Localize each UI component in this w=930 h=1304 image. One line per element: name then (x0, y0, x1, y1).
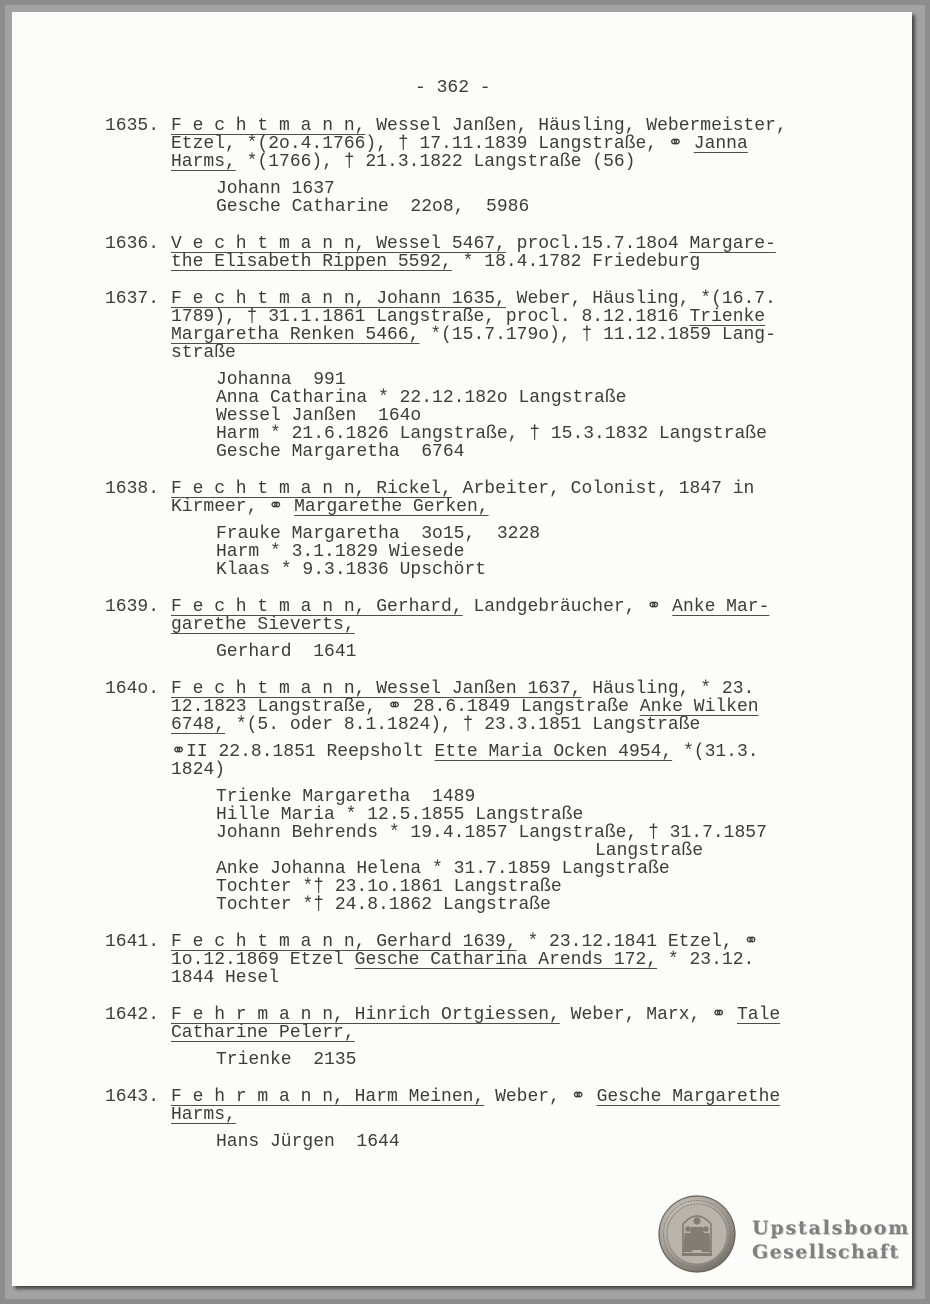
entry-paragraph (171, 680, 825, 734)
entry-body (171, 1006, 825, 1069)
entry-paragraph (171, 235, 825, 271)
text-segment: ⚭II 22.8.1851 Reepsholt (171, 742, 435, 762)
entry-number: 164o. (105, 679, 160, 699)
text-segment: 1824) (171, 760, 226, 780)
entry-paragraph (171, 117, 825, 171)
entry-line (171, 498, 825, 516)
entry-paragraph (171, 598, 825, 634)
genealogy-entry (105, 480, 825, 579)
entry-paragraph (171, 933, 825, 987)
text-segment: 1o.12.1869 Etzel (171, 950, 355, 970)
entry-line (171, 716, 825, 734)
underlined-name: Ette Maria Ocken 4954, (434, 742, 673, 762)
society-seal (657, 1194, 737, 1274)
text-segment: Etzel, *(2o.4.1766), † 17.11.1839 Langstraße, ⚭ (171, 134, 694, 154)
entry-line (171, 761, 825, 779)
child-line: Trienke Margaretha 1489 (216, 787, 476, 807)
entry-line (171, 969, 825, 987)
entry-body (171, 680, 825, 914)
genealogy-entries-list (105, 117, 825, 1170)
child-line: Harm * 21.6.1826 Langstraße, † 15.3.1832 Langstraße (216, 424, 767, 444)
underlined-name: F e c h t m a n n, Johann 1635, (171, 289, 506, 309)
entry-line (171, 698, 825, 716)
underlined-name: Anke Mar- (672, 597, 770, 617)
children-list (216, 525, 825, 579)
text-segment: Wessel Janßen, Häusling, Webermeister, (365, 116, 787, 136)
child-line: Hans Jürgen 1644 (216, 1132, 400, 1152)
child-line: Klaas * 9.3.1836 Upschört (216, 560, 487, 580)
genealogy-entry (105, 117, 825, 216)
logo-line-gesellschaft: Gesellschaft (752, 1241, 900, 1263)
underlined-name: garethe Sieverts, (171, 615, 355, 635)
text-segment: Arbeiter, Colonist, 1847 in (451, 479, 755, 499)
child-line: Anna Catharina * 22.12.182o Langstraße (216, 388, 627, 408)
underlined-name: F e c h t m a n n, Wessel Janßen 1637, (171, 679, 582, 699)
entry-line (171, 290, 825, 308)
text-segment: *(15.7.179o), † 11.12.1859 Lang- (419, 325, 776, 345)
genealogy-entry (105, 290, 825, 461)
text-segment: Weber, ⚭ (484, 1087, 597, 1107)
child-line: Johanna 991 (216, 370, 346, 390)
text-segment: *(1766), † 21.3.1822 Langstraße (56) (235, 152, 636, 172)
genealogy-entry (105, 235, 825, 271)
child-line: Harm * 3.1.1829 Wiesede (216, 542, 465, 562)
underlined-name: Trienke (689, 307, 766, 327)
entry-body (171, 235, 825, 271)
underlined-name: Margare- (689, 234, 776, 254)
entry-line (171, 933, 825, 951)
entry-number: 1638. (105, 479, 160, 499)
child-line: Gesche Margaretha 6764 (216, 442, 465, 462)
entry-paragraph (171, 290, 825, 362)
underlined-name: Catharine Pelerr, (171, 1023, 355, 1043)
entry-number: 1636. (105, 234, 160, 254)
genealogy-entry (105, 933, 825, 987)
child-line: Hille Maria * 12.5.1855 Langstraße (216, 805, 584, 825)
entry-line (171, 951, 825, 969)
entry-paragraph (171, 1006, 825, 1042)
child-line: Gesche Catharine 22o8, 5986 (216, 197, 530, 217)
entry-line (171, 235, 825, 253)
text-segment: procl.15.7.18o4 (505, 234, 690, 254)
child-line: Gerhard 1641 (216, 642, 357, 662)
children-list (216, 643, 825, 661)
entry-body (171, 598, 825, 661)
genealogy-entry (105, 680, 825, 914)
entry-line (171, 1106, 825, 1124)
children-list (216, 1051, 825, 1069)
children-list (216, 180, 825, 216)
entry-line (171, 153, 825, 171)
entry-line (171, 308, 825, 326)
children-list (216, 788, 825, 914)
entry-line (171, 326, 825, 344)
text-segment: Kirmeer, ⚭ (171, 497, 295, 517)
entry-paragraph (171, 1088, 825, 1124)
entry-line (171, 117, 825, 135)
entry-body (171, 933, 825, 987)
entry-line (171, 480, 825, 498)
underlined-name: F e h r m a n n, Hinrich Ortgiessen, (171, 1005, 560, 1025)
text-segment: 12.1823 Langstraße, ⚭ 28.6.1849 Langstraße (171, 697, 640, 717)
child-line: Anke Johanna Helena * 31.7.1859 Langstraße (216, 859, 670, 879)
entry-number: 1635. (105, 116, 160, 136)
child-line: Tochter *† 24.8.1862 Langstraße (216, 895, 551, 915)
underlined-name: Margaretha Renken 5466, (171, 325, 420, 345)
entry-paragraph (171, 480, 825, 516)
text-segment: *(5. oder 8.1.1824), † 23.3.1851 Langstraße (225, 715, 701, 735)
children-list (216, 371, 825, 461)
text-segment: Landgebräucher, ⚭ (462, 597, 673, 617)
text-segment: * 18.4.1782 Friedeburg (451, 252, 701, 272)
child-line: Johann 1637 (216, 179, 335, 199)
text-segment: * 23.12. (657, 950, 755, 970)
entry-body (171, 1088, 825, 1151)
entry-line (171, 135, 825, 153)
child-line: Trienke 2135 (216, 1050, 357, 1070)
child-line: Frauke Margaretha 3o15, 3228 (216, 524, 541, 544)
entry-line (171, 1024, 825, 1042)
underlined-name: Anke Wilken (639, 697, 759, 717)
text-segment: Häusling, * 23. (581, 679, 755, 699)
entry-line (171, 1006, 825, 1024)
text-segment: 1844 Hesel (171, 968, 280, 988)
underlined-name: F e c h t m a n n, Rickel, (171, 479, 452, 499)
text-segment: 1789), † 31.1.1861 Langstraße, procl. 8.12.1816 (171, 307, 690, 327)
page-number: - 362 - (415, 78, 491, 98)
underlined-name: Margarethe Gerken, (294, 497, 489, 517)
entry-body (171, 290, 825, 461)
child-line: Johann Behrends * 19.4.1857 Langstraße, † 31.7.1857 (216, 823, 767, 843)
underlined-name: F e c h t m a n n, (171, 116, 366, 136)
entry-body (171, 117, 825, 216)
society-logo (752, 1216, 912, 1264)
underlined-name: Harms, (171, 152, 236, 172)
underlined-name: Tale (736, 1005, 781, 1025)
logo-line-upstalsboom: Upstalsboom (752, 1217, 911, 1239)
underlined-name: Janna (693, 134, 748, 154)
underlined-name: Gesche Margarethe (596, 1087, 781, 1107)
text-segment: Weber, Häusling, *(16.7. (505, 289, 776, 309)
entry-number: 1639. (105, 597, 160, 617)
entry-line (171, 680, 825, 698)
underlined-name: Harms, (171, 1105, 236, 1125)
entry-number: 1643. (105, 1087, 160, 1107)
text-segment: straße (171, 343, 236, 363)
text-segment: Weber, Marx, ⚭ (559, 1005, 737, 1025)
entry-line (171, 616, 825, 634)
entry-body (171, 480, 825, 579)
entry-number: 1641. (105, 932, 160, 952)
entry-line (171, 1088, 825, 1106)
entry-line (171, 344, 825, 362)
underlined-name: F e c h t m a n n, Gerhard, (171, 597, 463, 617)
child-line-continuation: Langstraße (595, 841, 704, 861)
entry-number: 1637. (105, 289, 160, 309)
underlined-name: 6748, (171, 715, 226, 735)
text-segment: * 23.12.1841 Etzel, ⚭ (516, 932, 759, 952)
entry-number: 1642. (105, 1005, 160, 1025)
entry-line (171, 598, 825, 616)
entry-line (171, 253, 825, 271)
second-marriage-paragraph (171, 743, 825, 779)
genealogy-entry (105, 1006, 825, 1069)
child-line: Tochter *† 23.1o.1861 Langstraße (216, 877, 562, 897)
genealogy-entry (105, 598, 825, 661)
underlined-name: F e h r m a n n, Harm Meinen, (171, 1087, 485, 1107)
text-segment: *(31.3. (672, 742, 759, 762)
underlined-name: F e c h t m a n n, Gerhard 1639, (171, 932, 517, 952)
underlined-name: the Elisabeth Rippen 5592, (171, 252, 452, 272)
genealogy-entry (105, 1088, 825, 1151)
entry-line (171, 743, 825, 761)
child-line: Wessel Janßen 164o (216, 406, 422, 426)
underlined-name: Gesche Catharina Arends 172, (354, 950, 658, 970)
children-list (216, 1133, 825, 1151)
underlined-name: V e c h t m a n n, Wessel 5467, (171, 234, 506, 254)
